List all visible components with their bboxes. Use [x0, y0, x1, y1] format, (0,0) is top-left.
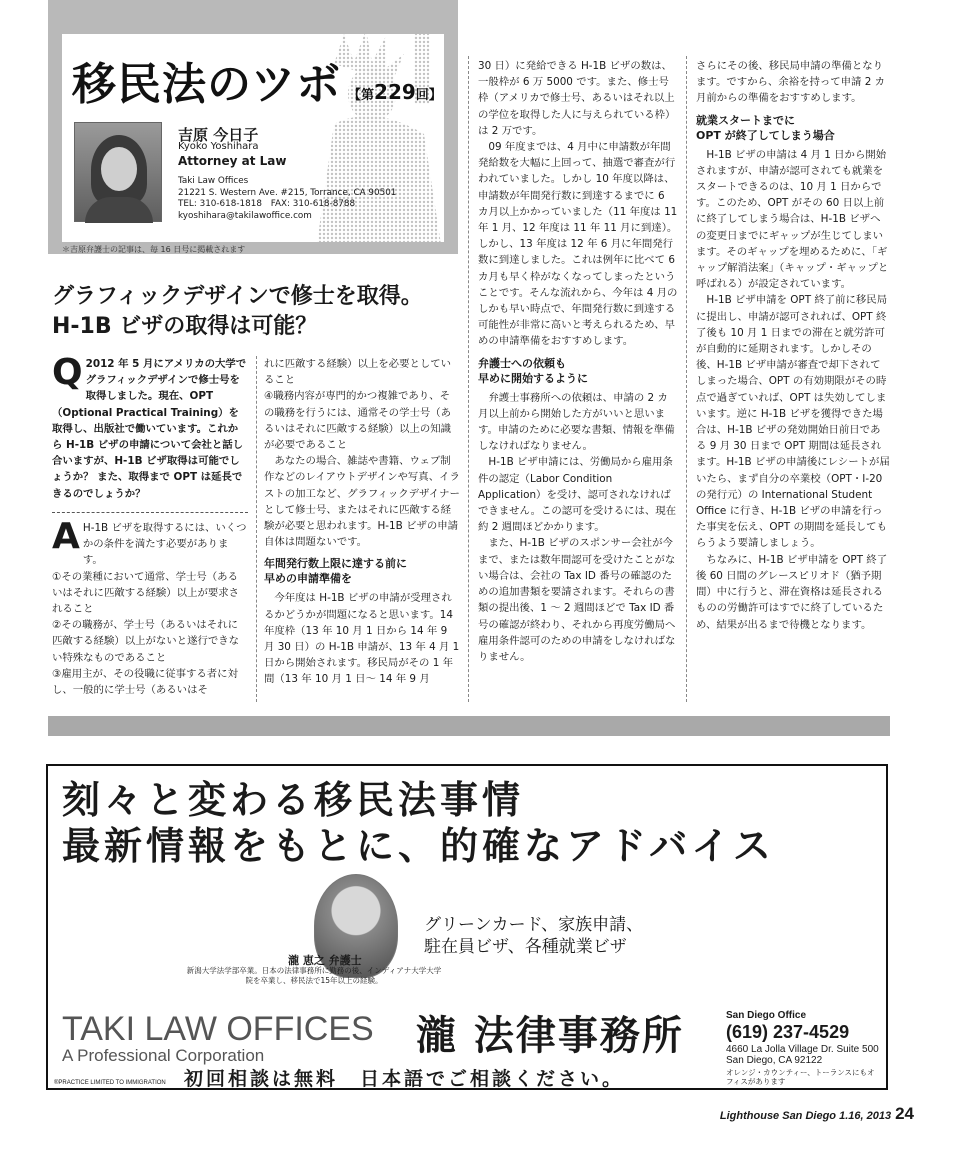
article-headline [52, 282, 452, 342]
office-address: 21221 S. Western Ave. #215, Torrance, CA 90501 [178, 187, 397, 198]
services-line-1: グリーンカード、家族申請、 [424, 915, 644, 935]
column-header-inner [62, 34, 444, 242]
author-email[interactable]: kyoshihara@takilawoffice.com [178, 210, 312, 221]
law-office-advertisement [46, 764, 888, 1090]
services-line-2: 駐在員ビザ、各種就業ビザ [424, 937, 627, 957]
subhead-lawyer-early: 弁護士への依頼も 早めに開始するように [478, 356, 588, 385]
column-rule [468, 56, 469, 702]
subhead-apply-early: 年間発行数上限に達する前に 早めの申請準備を [264, 557, 407, 586]
firm-name-japanese: 瀧 法律事務所 [416, 1013, 684, 1059]
column-title: 移民法のツボ [72, 59, 342, 110]
firm-name-english: TAKI LAW OFFICES [62, 1010, 374, 1048]
answer-column-4 [696, 58, 890, 633]
qa-divider [52, 512, 248, 513]
column-header [48, 0, 458, 254]
ad-headline-1: 刻々と変わる移民法事情 [62, 778, 525, 822]
answer-column-2 [264, 356, 460, 688]
publication-info: Lighthouse San Diego 1.16, 2013 [719, 1110, 892, 1122]
answer-text-2b: 今年度は H-1B ビザの申請が受理されるかどうかが問題になると思います。14 年度枠（13 年 10 月 1 日から 14 年 9 月 30 日）の H-1B 申請が、13 年 4 月 1 日から開始されます。移民局がその 1 年間（13 年 10 月 1 日～ 14 年 9 月 [264, 592, 460, 686]
answer-text-3a: 30 日）に発給できる H-1B ビザの数は、一般枠が 6 万 5000 です。また、修士号枠（アメリカで修士号、あるいはそれ以上の学位を取得した人に与えられている枠）は 2 万です。 09 年度までは、4 月中に申請数が年間発給数を大幅に上回って、抽選で審査が行われていました。しかし 10 年度以降は、申請数が年間発行数に到達するまでに 6 カ月以上かかっていました（11 年度は 11 年 1 月、12 年度は 11 年 11 月に到達）。しかし、13 年度は 12 年 6 月に年間発行数に到達しました。これは例年に比べて 6 カ月も早く枠がなくなってしまったということです。そんな流れから、今年は 4 月のしかも早い時点で、年間発行数に到達する可能性が非常に高いと考えられるため、早めの申請準備をおすすめします。 [478, 60, 678, 348]
author-name-roman: Kyoko Yoshihara [178, 141, 259, 152]
ad-services [424, 914, 643, 958]
column-rule [686, 56, 687, 702]
ad-headline-2: 最新情報をもとに、的確なアドバイス [62, 824, 775, 868]
author-contact [178, 176, 396, 222]
question-text: 2012 年 5 月にアメリカの大学でグラフィックデザインで修士号を取得しました。現在、OPT（Optional Practical Training）を取得し、出版社で働いています。これから H-1B ビザの申請について会社と話し合いますが、H-1B ビザ取得は可能でしょうか？ また、取得まで OPT は延長できるのでしょうか？ [52, 358, 247, 500]
answer-column-3 [478, 58, 678, 665]
answer-text-1: H-1B ビザを取得するには、いくつかの条件を満たす必要があります。 ①その業種において通常、学士号（あるいはそれに匹敵する経験）以上が要求されること ②その職務が、学士号（あるいはそれに匹敵する経験）以上がないと遂行できない特殊なものであること ③雇用主が、その役職に従事する者に対し、一般的に学士号（あるいはそ [52, 522, 247, 697]
author-photo [74, 122, 162, 222]
column-rule [256, 356, 257, 702]
office-phone[interactable]: (619) 237-4529 [726, 1022, 850, 1042]
headline-line-1: グラフィックデザインで修士を取得。 [52, 284, 423, 309]
issue-value: 229 [374, 80, 416, 104]
office-phones: TEL: 310-618-1818 FAX: 310-618-8788 [178, 199, 356, 209]
office-label: San Diego Office [726, 1010, 807, 1021]
page-number: 24 [895, 1104, 914, 1123]
address-line-1: 4660 La Jolla Village Dr. Suite 500 [726, 1044, 879, 1055]
answer-text-4a: さらにその後、移民局申請の準備となります。ですから、余裕を持って申請 2 カ月前からの準備をおすすめします。 [696, 60, 886, 105]
issue-label: 第 [361, 88, 375, 103]
author-title: Attorney at Law [178, 154, 287, 168]
answer-column-1 [52, 516, 248, 698]
page-footer [720, 1104, 914, 1124]
subhead-opt-ends: 就業スタートまでに OPT が終了してしまう場合 [696, 113, 835, 142]
address-line-2: San Diego, CA 92122 [726, 1055, 823, 1066]
issue-suffix: 回 [415, 88, 429, 103]
headline-line-2: H-1B ビザの取得は可能？ [52, 314, 318, 339]
issue-number: 【第229回】 [348, 80, 442, 104]
author-schedule-note: ＊吉原弁護士の記事は、毎 16 日号に掲載されます [62, 245, 246, 254]
answer-text-2a: れに匹敵する経験）以上を必要としていること ④職務内容が専門的かつ複雑であり、その職務を行うには、通常その学士号（あるいはそれに匹敵する経験）以上の知識が必要であること あなたの場合、雑誌や書籍、ウェブ制作などのレイアウトデザインや写真、イラストの加工など、グラフィックデザイナーとして修士号、またはそれに匹敵する経験が必要と思われます。H-1B ビザの申請自体は問題ないです。 [264, 358, 460, 549]
office-name: Taki Law Offices [178, 176, 249, 186]
lawyer-name: 瀧 恵之 弁護士 [288, 954, 362, 967]
question-block [52, 352, 248, 502]
other-offices-note: オレンジ・カウンティー、トーランスにもオフィスがあります [726, 1068, 875, 1086]
answer-text-3b: 弁護士事務所への依頼は、申請の 2 カ月以上前から開始した方がいいと思います。申請のために必要な書類、情報を準備しなければなりません。 H-1B ビザ申請には、労働局から雇用条件の認定（Labor Condition Application）を受け、認可されなければできません。この認可を受けるには、現在約 2 週間ほどかかります。 また、H-1B ビザのスポンサー会社が今まで、または数年間認可を受けたことがない場合は、会社の Tax ID 番号の確認のための追加書類を要請されます。それらの書類の提出後、1 ～ 2 週間ほどで Tax ID 番号の確認が終わり、それから再度労働局へ雇用条件認可のための申請をしなければなりません。 [478, 391, 677, 663]
lawyer-bio: 新潟大学法学部卒業。日本の法律事務所に勤務の後、インディアナ大学大学院を卒業し、移民法で15年以上の経験。 [186, 966, 442, 985]
answer-letter: A [52, 516, 80, 557]
office-address [726, 1044, 879, 1066]
practice-notice: ®PRACTICE LIMITED TO IMMIGRATION [54, 1080, 166, 1086]
free-consultation: 初回相談は無料 日本語でご相談ください。 [184, 1068, 625, 1090]
section-separator-bar [48, 716, 890, 736]
author-name: 吉原 今日子 [178, 126, 259, 144]
question-letter: Q [52, 352, 83, 393]
answer-text-4b: H-1B ビザの申請は 4 月 1 日から開始されますが、申請が認可されても就業をスタートできるのは、10 月 1 日からです。このため、OPT がその 60 日以上前に終了してしまう場合は、H-1B ビザへの変更日までにギャップが生じてしまいます。そのギャップを埋めるために、「ギャップ解消法案」（キャップ・ギャップと呼ばれる）が設定されています。 H-1B ビザ申請を OPT 終了前に移民局に提出し、申請が認可されれば、OPT 終了後も 10 月 1 日までの滞在と就労許可が自動的に延期されます。しかしその後、H-1B ビザ申請が審査で却下されてしまった場合、OPT の有効期限がその時点で過ぎていれば、OPT は失効してしまいます。逆に H-1B ビザを獲得できた場合は、H-1B ビザの発効開始日前日である 9 月 30 日まで OPT 期間は延長されます。H-1B ビザの申請後にレシートが届いたら、まず自分の卒業校（OPT・I-20 の発行元）の International Student Office に行き、H-1B ビザの申請を行った事実を伝え、OPT の期間を延長してもらうよう要請しましょう。 ちなみに、H-1B ビザ申請を OPT 終了後 60 日間のグレースピリオド（猶予期間）中に行うと、滞在資格は延長されるものの労働許可はすでに終了しているため、結果が出るまで待機となります。 [696, 148, 890, 631]
firm-subtitle: A Professional Corporation [62, 1046, 265, 1065]
